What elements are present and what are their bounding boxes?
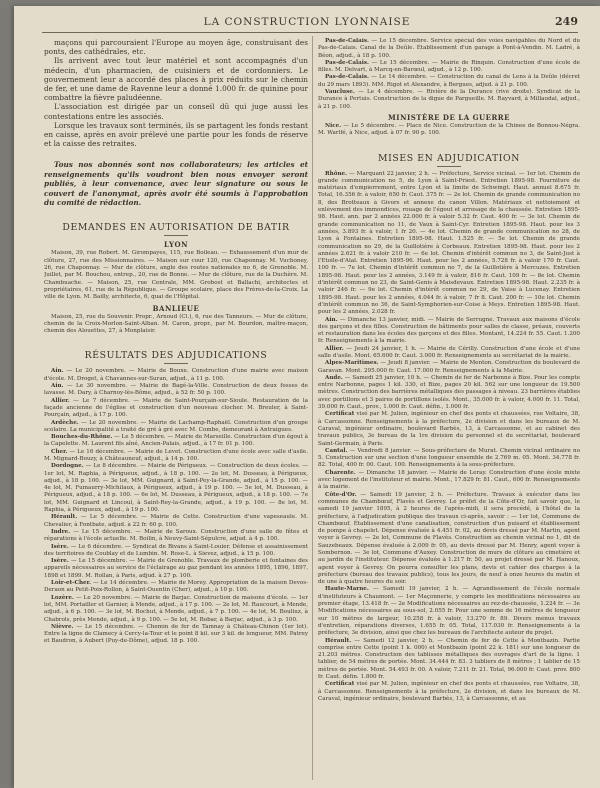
entry-head: Cantal.	[325, 447, 348, 454]
entry-text: — Le 16 décembre. — Mairie de Levet. Construction d'une école avec salle d'asile. M. Mignard-Bouzy, à Châteauneuf, adjud., à 14 p. 100.	[44, 448, 308, 462]
tenders-section-title: MISES EN ADJUDICATION	[378, 152, 520, 164]
entry-text: — Le 6 décembre. — Syndicat de Bivans à Saint-Louier. Défense et assainissement des territoires de Coublay et de Lumbin. M. Rose-L. à Sievez, adjud., à 15 p. 100.	[44, 543, 308, 557]
intro-paragraph: L'association est dirigée par un conseil dû qui juge aussi les contestations entre les associés.	[44, 102, 308, 121]
entry-head: Pas-de-Calais.	[325, 74, 369, 81]
section-rule	[437, 166, 461, 167]
entry-text: — Le 15 décembre. — Mairie de Grenoble. Travaux de plomberie et fontaines des appareils nécessaires au service de l'éclairage au gaz pendant les années 1895, 1896, 1897, 1898 et 1899. M. Rollan, à Paris, adjud. à 27 p. 100.	[44, 558, 308, 579]
entry-head: Loir-et-Cher.	[51, 580, 91, 587]
entry-head: Certificat	[325, 681, 355, 688]
entry-text: — Vendredi 8 janvier. — Sous-préfecture de Murat. Chemin vicinal ordinaire no 5. Construction sur une section d'une longueur ensemble de 2.769 m. 05. Mont. 34.778 fr. 82. Total, 400 fr. 00. Caut. 100. Renseignements à la sous-préfecture.	[318, 447, 580, 469]
entry-text: — Le 15 décembre. — Mairie de Saroux. Construction d'une salle de fêtes et réparations à l'école actuelle. M. Boilin, à Neuvy-Saint-Sépulcre, adjud. à 4 p. 100.	[44, 528, 308, 543]
entry-head: Indre.	[51, 528, 71, 535]
entry-head: Hérault.	[51, 514, 78, 521]
tender-entry	[318, 346, 580, 361]
entry-text: — Jeudi 24 janvier, 1 h. — Mairie de Cérilly. Construction d'une école et d'une salle d'asile. Mont. 65.600 fr. Caut. 3.000 fr. Renseignements au secrétariat de la mairie.	[318, 345, 580, 359]
entry-text: — Jeudi 8 janvier. — Mairie de Menton. Construction du boulevard de Garavan. Mont. 295.000 fr. Caut. 17.000 fr. Renseignements à la Mairie.	[318, 360, 580, 374]
award-entry	[44, 580, 308, 595]
award-entry	[44, 420, 308, 435]
tender-entry	[318, 492, 580, 587]
entry-head: Nice.	[325, 122, 342, 129]
lyon-heading: LYON	[164, 240, 188, 250]
tender-entry	[318, 448, 580, 470]
entry-head: Cher.	[51, 448, 68, 455]
tender-entry	[318, 317, 580, 346]
entry-head: Ain.	[51, 383, 64, 390]
awards-continued-list	[318, 38, 580, 111]
award-entry	[318, 60, 580, 75]
section-rule	[164, 363, 188, 364]
intro-paragraph: maçons qui parcouraient l'Europe au moyen âge, construisant des ponts, des cathédrales, etc.	[44, 38, 308, 57]
entry-text: — Le 30 novembre. — Mairie de Bagé-la-Ville. Construction de deux fosses de lavasse. M. Dary, à Charnoy-lès-Bôme, adjud., à 52 fr. 50 p. 100.	[44, 383, 308, 397]
entry-text: — Le 15 décembre. — Chemin de fer de Tamnay à Château-Chinon (1er lot). Entre la ligne de Clamecy à Cercy-la-Tour et le point 8 kil. sur 3 kil. de longueur, MM. Patrey et Baudron, à Aubert (Puy-de-Dôme), adjud. 18 p. 100.	[44, 623, 308, 645]
entry-head: Certificat	[325, 411, 355, 418]
permits-section-title: DEMANDES EN AUTORISATION DE BATIR	[62, 222, 290, 234]
award-entry	[44, 544, 308, 559]
entry-text: — Le 8 décembre. — Mairie de Périgueux. — Construction de deux écoles. — 1er lot, M. Raphia, à Périgueux, adjud., à 18 p. 100. — 2e lot, M. Dusseau, à Périgueux, adjud., à 18 p. 100. — 3e lot, MM. Guignard, à Saint-Pey-la-Grande, adjud., à 15 p. 100. — 4e lot, M. Fumaurry-Michilaux, à Périgueux, adjud., à 19 p. 100. — 5e lot, M. Dusseau, à Périgueux, adjud., à 18 p. 100. — 6e lot, M. Dusseau, à Périgueux, adjud., à 18 p. 100. — 7e lot, MM. Guignard et Lincoul, à Saint-Rey-la-Grande, adjud., à 19 p. 100. — 8e lot, M. Raphia, à Périgueux, adjud., à 19 p. 100.	[44, 463, 308, 514]
ministry-entry	[318, 123, 580, 138]
entry-head: Charente.	[325, 469, 356, 476]
award-entry	[44, 383, 308, 398]
tender-entry	[318, 411, 580, 447]
tender-entry	[318, 360, 580, 375]
award-entry	[318, 38, 580, 60]
entry-text: — Le 15 décembre. Service spécial des voies navigables du Nord et du Pas-de-Calais. Canal de la Deûle. Établissement d'un garage à Pont-à-Vendin. M. Ladré, à Béon, adjud., à 18 p. 100.	[318, 38, 580, 59]
entry-text: — Le 5 décembre. — Mairie de Marseille. Construction d'un égout à la Capelette. M. Laurent fils aîné, Ancien-Palais, adjud., à 17 fr. 01 p. 100.	[44, 434, 308, 448]
award-entry	[44, 449, 308, 464]
entry-head: Pas-de-Calais.	[325, 59, 369, 66]
entry-head: Ardèche.	[51, 419, 79, 426]
entry-text: visé par M. Julien, ingénieur en chef des ponts et chaussées, rue Voltaire, 38, à Carcassonne. Renseignements à la préfecture, 2e division, et dans les bureaux de M. Caraval, ingénieur ordinaire, boulevard Barbès, 13, à Carcassonne, et au	[318, 681, 580, 702]
right-column	[318, 38, 580, 782]
tender-entry	[318, 171, 580, 317]
entry-head: Rhône.	[325, 170, 348, 177]
entry-text: visé par M. Julien, ingénieur en chef des ponts et chaussées, rue Voltaire, 38, à Carcassonne. Renseignements à la préfecture, 2e division et dans les bureaux de M. Caraval, ingénieur ordinaire, boulevard Barbès, 13, à Carcassonne, et au cabinet des travaux publics, 3e bureau de la 1re division du personnel et du secrétariat, boulevard Saint-Germain, à Paris.	[318, 411, 580, 447]
award-entry	[44, 398, 308, 420]
award-entry	[44, 434, 308, 449]
intro-paragraph: Lorsque les travaux sont terminés, ils se partagent les fonds restant en caisse, après en avoir prélevé une partie pour les fonds de réserve et la caisse des retraites.	[44, 120, 308, 149]
award-entry	[44, 463, 308, 514]
running-header	[14, 10, 600, 32]
entry-head: Côte-d'Or.	[325, 491, 357, 498]
entry-head: Allier.	[325, 345, 344, 352]
ministry-heading: MINISTÈRE DE LA GUERRE	[388, 112, 510, 122]
entry-text: — Le 7 décembre. — Mairie de Saint-Pourçain-sur-Sioule. Restauration de la façade ancienne de l'église et construction d'un nouveau clocher. M. Breuler, à Saint-Pourçain, adjud., à 17 p. 100.	[44, 397, 308, 419]
entry-head: Isère.	[51, 543, 69, 550]
entry-text: — Marquant 22 janvier, 2 h. — Préfecture, Service vicinal. — 1er lot. Chemin de grande communication no 5, de Lyon à Saint-Priest. Entretien 1895-98. Fourniture de matériaux d'empierrement, entre Lyon et la limite de Schwingt. Haut. annuel 8.675 fr. Total, 16.356 fr. à valoir, 650 fr. Caut. 375 fr. — 2e lot. Chemin de grande communication no 8, des Brotteaux à Givors et annexe du canon Villon. Matériaux et nettoiement et enlèvement des immondices, rouage de l'égout et arrosage de la chaussée. Entretien 1895-98. Haut. ann. par 2 années 22.000 fr. à valoir 5.32 fr. Caut. 400 fr. — 3e lot. Chemin de grande communication no 11, de Vaux à Saint-Cyr. Entretien 1895-98. Haut. pour les 3 années, 3.893 fr. à valoir, 1 fr 20. — 4e lot. Chemin de grande communication no 28, de Lyon à Fontaines. Entretien 1895-98. Haut. 1.525 fr. — 5e lot. Chemin de grande communication no 29, de la Guillotière à Corbeaux. Entretien 1895-98. Haut. pour les 2 années 2.621 fr. à valoir 210 fr. — 6e lot. Chemin d'intérêt commun no 3, de Saint-Just à l'Etoile-d'Alaï. Entretien 1895-96. Haut. pour les 2 années, 5.728 fr. à valoir 170 fr. Caut. 100 fr. — 7e lot. Chemin d'intérêt commun no 7, de la Guillotière à Mercuzes. Entretien 1895-98. Haut. pour les 2 années, 3.149 fr. à valoir, 816 fr. Caut. 109 fr. — 8e lot. Chemin d'intérêt commun no 23, de Saint-Genis à Maisdevaux. Entretien 1895-98. Haut. 2.235 fr. à valoir 246 fr. — 9e lot. Chemin d'intérêt commun no 29, de Vaise à Lucenay. Entretien 1895-98. Haut. pour les 2 années, 4.044 fr. à valoir, 7 fr 8. Caut. 200 fr. — 10e lot. Chemin d'intérêt commun no 36, de Saint-Symphorien-sur-Coise à Meys. Entretien 1895-98. Haut. pour les 2 années, 2.028 fr.	[318, 170, 580, 316]
entry-head: Aude.	[325, 374, 343, 381]
entry-head: Isère.	[51, 558, 69, 565]
entry-head: Dordogne.	[51, 463, 84, 470]
entry-text: — Le 20 novembre. — Mairie de Barjac. Construction de maisons d'école. — 1er lot, MM. Portailler et Garnier, à Mende, adjud., à 17 p. 100. — 2e lot, M. Raucourt, à Mende, adjud., à 6 p. 100. — 3e lot, M. Bochut, à Mende, adjud., à 7 p. 100. — 4e lot, M. Bouliuz, à Chabrols, près Mende, adjud., à 9 p. 100. — 5e lot, M. Bobar, à Barjac, adjud., à 3 p. 100.	[44, 594, 308, 623]
entry-head: Haute-Marne.	[325, 586, 369, 593]
entry-head: Vaucluse.	[325, 89, 355, 96]
intro-article	[44, 38, 308, 148]
left-column	[44, 38, 308, 782]
section-rule	[164, 235, 188, 236]
entry-text: — Le 14 décembre. — Mairie de Morey. Appropriation de la maison Devos-Deraon au Petit-Poix-Rollon, à Saint-Ouentin (Cher), adjud., à 10 p. 100.	[44, 580, 308, 594]
journal-page	[14, 6, 600, 788]
award-entry	[44, 368, 308, 383]
header-rule	[42, 32, 578, 33]
page-number: 249	[555, 15, 578, 28]
entry-text: — Le 5 décembre. — Place de Nice. Construction de la Chinee de Bonnou-Négra. M. Warlfé, à Nice, adjud. à 07 fr. 90 p. 100.	[318, 122, 580, 137]
tender-entry	[318, 638, 580, 682]
entry-head: Pas-de-Calais.	[325, 38, 369, 44]
intro-paragraph: Ils arrivent avec tout leur matériel et sont accompagnés d'un médecin, d'un pharmacien, de cuisiniers et de cordonniers. Le gouvernement leur a accordé des places à prix réduits sur le chemin de fer, et une dame de Ravenne leur a donné 1.000 fr. de quinine pour combattre la fièvre paludéenne.	[44, 56, 308, 103]
subscriber-notice: Tous nos abonnés sont nos collaborateurs; les articles et renseignements qu'ils voudront bien nous envoyer seront publiés, à leur convenance, avec leur signature ou sous le couvert de l'anonymat, après avoir été soumis à l'approbation du comité de rédaction.	[44, 160, 308, 208]
entry-head: Bouches-du-Rhône.	[51, 434, 113, 441]
entry-head: Lozère.	[51, 594, 74, 601]
entry-text: — Samedi 19 janvier, 2 h. — Agrandissement de l'école normale d'instituteurs à Chaumont. — 1er Maçonnerie, y compris les modifications nécessaires au premier étage, 13.418 fr. — 2e Modifications nécessaires au rez-de-chaussée, 1.224 fr. — 3e Modifications nécessaires au sous-sol, 2.055 fr. Pour une somme de 16 mètres de longueur sur 10 mètres de largeur, 10.258 fr. à valoir, 13.270 fr. 89. Divers menus travaux d'entretien, réparations diverses, 1.655 fr. 05. Total, 117.030 fr. Renseignements à la préfecture, 3e division, ainsi que chez les bureaux de l'architecte auteur du projet.	[318, 586, 580, 637]
entry-text: — Le 5 décembre. — Mairie de Cette. Construction d'une vapeseaule. M. Chevalier, à Fontbate, adjud. à 22 fr. 60 p. 100.	[44, 514, 308, 528]
award-entry	[44, 624, 308, 646]
entry-text: — Le 4 décembre. — Rivière de la Durance (rive droite). Syndicat de la Durance à Pertuis. Construction de la digue de Pargueille. M. Rayvard, à Millaudal, adjud., à 21 p. 100.	[318, 89, 580, 110]
award-entry	[44, 595, 308, 624]
awards-list	[44, 368, 308, 645]
entry-text: — Samedi 19 janvier, 2 h. — Préfecture. Travaux à exécuter dans les communes de Chambœuf, Flavès et Gevrey. Le préfet de la Côte-d'Or, fait savoir que, le samedi 19 janvier 1895, à 2 heures de l'après-midi, il sera procédé, à l'hôtel de la préfecture, à l'adjudication publique des travaux ci-après, savoir : — 1er lot, Commune de Chambœuf. Établissement d'une canalisation, construction d'un puisard et établissement de pompe à chapelet. Dépense évaluée à 4.451 fr. 02, au devis dressé par M. Martin, agent voyer à Gevrey. — 2e lot, Commune de Flavès. Construction au chemin vicinal no 1, dit de Sauzebeaux. Dépense évaluée à 2.009 fr. 05, au devis dressé par M. Henry, agent voyer à Sombernon. — 3e lot, Commune d'Auxey. Construction de murs de clôture au cimetière et au jardin de l'instituteur. Dépense évaluée à 1.217 fr. 50, au projet dressé par M. Hanoux, agent voyer à Gevrey. On pourra consulter les plans, devis et cahier des charges à la préfecture (bureau des travaux publics), tous les jours, de neuf à onze heures du matin et de une à quatre heures du soir.	[318, 491, 580, 586]
entry-head: Allier.	[51, 397, 70, 404]
banlieue-permits-text: Maison, 25, rue du Souvenir. Propr., Arnoud (Cl.), 6, rue des Tanneurs. — Mur de clôture, chemin de la Croix-Morlon-Saint-Alban. M. Caron, propr., par M. Bourdon, maître-maçon, chemin des Alouettes, 27, à Monplaisir.	[44, 313, 308, 335]
entry-text: — Le 14 décembre. — Construction du canal de Lens à la Deûle (décret du 29 mars 1893). MM. Rigot et Alexandre, à Bergues, adjud. à 21 p. 100.	[318, 74, 580, 88]
entry-text: — Samedi 25 janvier, 10 h. — Chemin de fer de Narbonne à Bize. Pour les compte entre Narbonne, pages 1 kil. 330, et Bize, pages 20 kil. 562 sur une longueur de 19.500 mètres. Construction des barrières métalliques des passages à niveau. 23 barrières établies avec portillons et 3 paires de portillons isolés. Mont., 35.000 fr. à valoir, 4.000 fr. 11. Total, 39.000 fr. Caut., prov., 1.000 fr. Caut. défin., 1.000 fr.	[318, 374, 580, 411]
award-entry	[318, 74, 580, 89]
entry-text: — Samedi 12 janvier, 2 h. — Chemin de fer de Cette à Montbazin. Partie comprise entre Cette (point 1 k. 000) et Montbazin (point 22 k. 181) sur une longueur de 21.203 mètres. Construction des tablisses métalliques des ouvrages d'art de la ligne. 1 tablier, de 54 mètres de portée. Mont. 34.444 fr. 83. 3 tabliers de 8 mètres ; 1 tablier de 15 mètres de portée. Mont. 54.493 fr. 00. A valoir, 7.211 fr. 21. Total, 96.000 fr. Caut. prov. 800 fr. Caut. défin. 1.800 fr.	[318, 637, 580, 681]
tenders-list	[318, 171, 580, 704]
award-entry	[44, 558, 308, 580]
journal-title: LA CONSTRUCTION LYONNAISE	[203, 16, 411, 28]
tender-entry	[318, 470, 580, 492]
entry-head: Ain.	[51, 368, 64, 375]
entry-head: Ain.	[325, 316, 338, 323]
tender-entry	[318, 586, 580, 637]
banlieue-heading: BANLIEUE	[152, 303, 200, 313]
entry-text: — Le 20 novembre. — Mairie de Bouxe. Construction d'une mairie avec maison d'école. M. Droget, à Chavannes-sur-Suran, adjud., à 11 p. 100.	[44, 368, 308, 382]
entry-head: Alpes-Maritimes.	[325, 360, 379, 367]
tender-entry	[318, 681, 580, 703]
award-entry	[318, 89, 580, 111]
entry-text: — Le 20 novembre. — Mairie de Lachamp-Raphaël. Construction d'un groupe scolaire. La municipalité a traité de gré à gré avec M. Combe, demeurant à Antraigues.	[44, 419, 308, 433]
column-divider	[312, 36, 313, 780]
entry-text: — Le 15 décembre. — Mairie de Rinquin. Construction d'une école de filles. M. Delvart, à Marcq-en-Barœul, adjud., à 12 p. 100.	[318, 59, 580, 74]
lyon-permits-text: Maison, 39, rue Robert. M. Girompayes, 115, rue Boileau. — Exhaussement d'un mur de clôture, 27, rue des Missionnaires. — Maison sur cour 120, rue Chaponnay. M. Vuchoney, 26, rue Chaponnay. — Mur de clôture, angle des routes nationales no 6, de Grenoble. M. Juillet, par M. Bouchou, entrep., 20, rue de Bonne. — Mur de clôture, rue de la Duchère. M. Chambuache. — Maison, 25, rue Centrale, MM. Grobost et Ballachi, architectes et propriétaires, 61, rue de la République. — Groupe scolaire, place des Frères-de-la-Croix. La ville de Lyon. M. Bailly, architecte, 6, quai de l'Hôpital.	[44, 250, 308, 301]
award-entry	[44, 514, 308, 529]
entry-text: — Dimanche 13 janvier, midi. — Mairie de Serrugne. Travaux aux maisons d'école des garçons et des filles. Construction de bâtiments pour salles de classe, préaux, couverts et restauration dans les écoles des garçons et des filles. Montant, 14.224 fr. 55. Caut. 1.200 fr. Renseignements à la mairie.	[318, 316, 580, 345]
award-entry	[44, 529, 308, 544]
entry-text: — Dimanche 18 janvier. — Mairie de Leray. Construction d'une école mixte avec logement de l'instituteur et mairie. Mont., 17.829 fr. 81. Caut., 600 fr. Renseignements à la mairie.	[318, 469, 580, 491]
entry-head: Nièvre.	[51, 623, 74, 630]
awards-section-title: RÉSULTATS DES ADJUDICATIONS	[84, 350, 268, 362]
entry-head: Hérault.	[325, 637, 352, 644]
tender-entry	[318, 375, 580, 411]
